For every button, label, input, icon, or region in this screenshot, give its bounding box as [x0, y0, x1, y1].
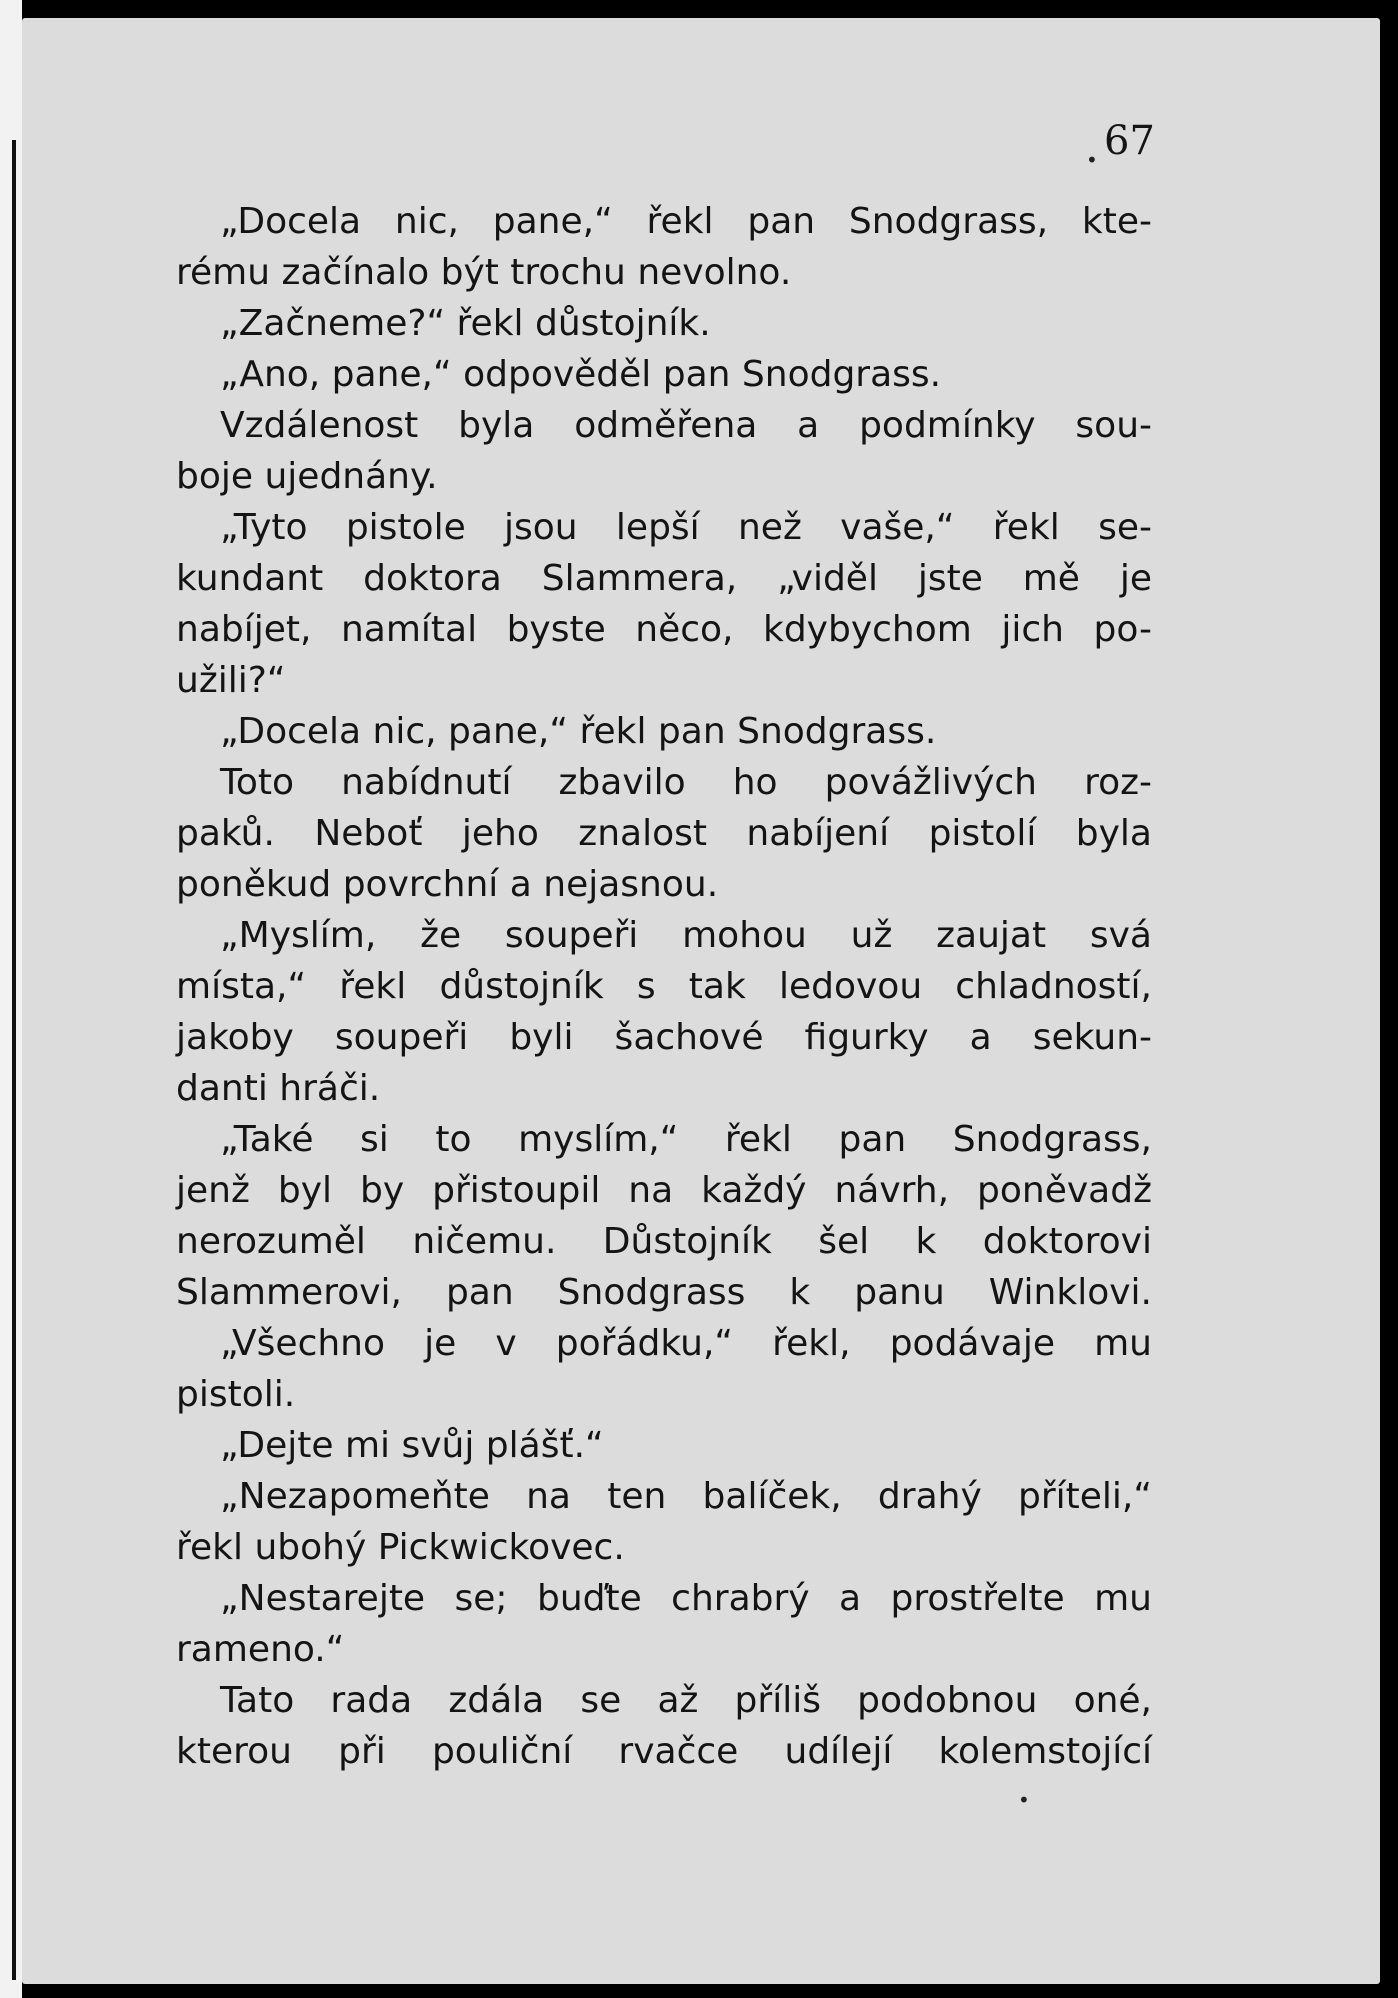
text-line: „Všechno je v pořádku,“ řekl, podávaje mu	[220, 1323, 1152, 1364]
text-line: „Dejte mi svůj plášť.“	[220, 1425, 604, 1466]
text-line: pistoli.	[176, 1374, 296, 1415]
text-line: „Také si to myslím,“ řekl pan Snodgrass,	[220, 1119, 1152, 1160]
text-line: „Ano, pane,“ odpověděl pan Snodgrass.	[220, 354, 942, 395]
book-binding-edge	[0, 0, 22, 1998]
text-line: „Začneme?“ řekl důstojník.	[220, 303, 711, 344]
text-line: rameno.“	[176, 1629, 345, 1670]
text-line: kterou při pouliční rvačce udílejí kolemstojící	[176, 1731, 1152, 1772]
text-line: nerozuměl ničemu. Důstojník šel k doktorovi	[176, 1221, 1152, 1262]
text-line: „Myslím, že soupeři mohou už zaujat svá	[220, 915, 1152, 956]
text-line: Vzdálenost byla odměřena a podmínky sou-	[220, 405, 1152, 446]
text-line: místa,“ řekl důstojník s tak ledovou chladností,	[176, 966, 1152, 1007]
text-line: boje ujednány.	[176, 456, 438, 497]
page-number: 67	[1104, 118, 1155, 164]
text-line: Toto nabídnutí zbavilo ho povážlivých roz-	[220, 762, 1152, 803]
text-line: řekl ubohý Pickwickovec.	[176, 1527, 625, 1568]
print-speck: •	[1086, 148, 1098, 172]
text-line: „Docela nic, pane,“ řekl pan Snodgrass.	[220, 711, 937, 752]
text-line: „Nezapomeňte na ten balíček, drahý příteli,“	[220, 1476, 1152, 1517]
text-line: kundant doktora Slammera, „viděl jste mě je	[176, 558, 1152, 599]
text-line: „Docela nic, pane,“ řekl pan Snodgrass, kte-	[220, 201, 1152, 242]
text-line: „Nestarejte se; buďte chrabrý a prostřelte mu	[220, 1578, 1152, 1619]
text-line: danti hráči.	[176, 1068, 381, 1109]
text-line: rému začínalo být trochu nevolno.	[176, 252, 792, 293]
body-text	[176, 196, 1152, 1777]
text-line: poněkud povrchní a nejasnou.	[176, 864, 719, 905]
text-line: jenž byl by přistoupil na každý návrh, poněvadž	[176, 1170, 1152, 1211]
text-line: Tato rada zdála se až příliš podobnou oné,	[220, 1680, 1152, 1721]
text-line: „Tyto pistole jsou lepší než vaše,“ řekl se-	[220, 507, 1152, 548]
text-line: nabíjet, namítal byste něco, kdybychom jich po-	[176, 609, 1152, 650]
text-line: jakoby soupeři byli šachové figurky a sekun-	[176, 1017, 1152, 1058]
print-speck: •	[1018, 1788, 1030, 1812]
text-line: Slammerovi, pan Snodgrass k panu Winklovi.	[176, 1272, 1152, 1313]
text-line: užili?“	[176, 660, 286, 701]
binding-gutter-line	[12, 140, 16, 1980]
text-line: paků. Neboť jeho znalost nabíjení pistolí byla	[176, 813, 1152, 854]
